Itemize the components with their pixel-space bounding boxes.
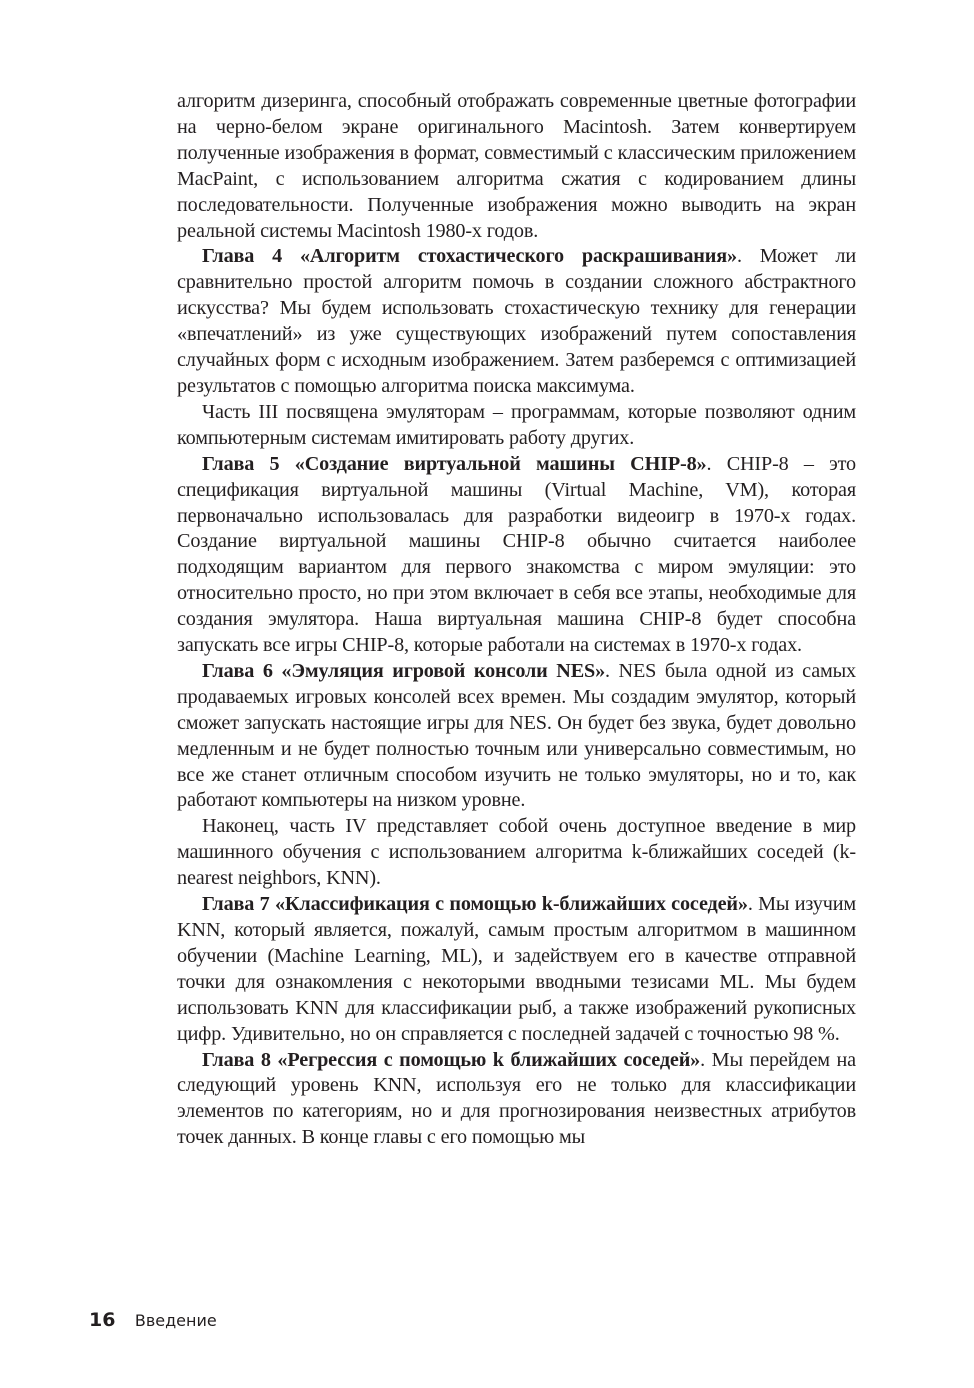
page-body bbox=[177, 89, 856, 1151]
running-title: Введение bbox=[134, 1311, 217, 1330]
paragraph-text: . Мы изучим KNN, который является, пожалуй, самым простым алгоритмом в машинном обучении (Machine Learning, ML), и задействуем его в качестве отправной точки для ознакомления с некоторыми вводными тезисами ML. Мы будем использовать KNN для классификации рыб, а также изображений рукописных цифр. Удивительно, но он справляется с последней задачей с точностью 98 %. bbox=[177, 893, 856, 1045]
paragraph-chapter-4 bbox=[177, 244, 856, 399]
page-number: 16 bbox=[89, 1309, 116, 1331]
paragraph-chapter-5 bbox=[177, 452, 856, 659]
paragraph-chapter-8 bbox=[177, 1048, 856, 1152]
paragraph-part-4-intro bbox=[177, 814, 856, 892]
paragraph-chapter-7 bbox=[177, 892, 856, 1047]
chapter-heading: Глава 6 «Эмуляция игровой консоли NES» bbox=[202, 659, 606, 682]
chapter-heading: Глава 5 «Создание виртуальной машины CHIP-8» bbox=[202, 452, 707, 475]
paragraph-text: алгоритм дизеринга, способный отображать современные цветные фотографии на черно-белом экране оригинального Macintosh. Затем конвертируем полученные изображения в формат, совместимый с классическим приложением MacPaint, с использованием алгоритма сжатия с кодированием длины последовательности. Полученные изображения можно выводить на экран реальной системы Macintosh 1980-х годов. bbox=[177, 90, 856, 242]
paragraph-dithering-continuation bbox=[177, 89, 856, 244]
paragraph-part-3-intro bbox=[177, 400, 856, 452]
page-footer bbox=[89, 1309, 217, 1331]
paragraph-text: . Может ли сравнительно простой алгоритм помочь в создании сложного абстрактного искусства? Мы будем использовать стохастическую технику для генерации «впечатлений» из уже существующих изображений путем сопоставления случайных форм с исходным изображением. Затем разберемся с оптимизацией результатов с помощью алгоритма поиска максимума. bbox=[177, 245, 856, 397]
paragraph-text: Часть III посвящена эмуляторам – программам, которые позволяют одним компьютерным системам имитировать работу других. bbox=[177, 400, 856, 449]
paragraph-text: Наконец, часть IV представляет собой очень доступное введение в мир машинного обучения с использованием алгоритма k-ближайших соседей (k-nearest neighbors, KNN). bbox=[177, 815, 856, 890]
chapter-heading: Глава 4 «Алгоритм стохастического раскрашивания» bbox=[202, 245, 737, 268]
paragraph-text: . NES была одной из самых продаваемых игровых консолей всех времен. Мы создадим эмулятор, который сможет запускать настоящие игры для NES. Он будет без звука, будет довольно медленным и не будет полностью точным или универсально совместимым, но все же станет отличным способом изучить не только эмуляторы, но и то, как работают компьютеры на низком уровне. bbox=[177, 659, 856, 812]
paragraph-chapter-6 bbox=[177, 659, 856, 814]
paragraph-text: . CHIP-8 – это спецификация виртуальной машины (Virtual Machine, VM), которая первоначально использовалась для разработки видеоигр в 1970-х годах. Создание виртуальной машины CHIP-8 обычно считается наиболее подходящим вариантом для первого знакомства с миром эмуляции: это относительно просто, но при этом включает в себя все этапы, необходимые для создания эмулятора. Наша виртуальная машина CHIP-8 будет способна запускать все игры CHIP-8, которые работали на системах в 1970-х годах. bbox=[177, 452, 856, 657]
paragraph-text: . Мы перейдем на следующий уровень KNN, используя его не только для классификации элементов по категориям, но и для прогнозирования неизвестных атрибутов точек данных. В конце главы с его помощью мы bbox=[177, 1048, 856, 1149]
chapter-heading: Глава 8 «Регрессия с помощью k ближайших соседей» bbox=[202, 1048, 701, 1071]
chapter-heading: Глава 7 «Классификация с помощью k-ближайших соседей» bbox=[202, 893, 748, 916]
